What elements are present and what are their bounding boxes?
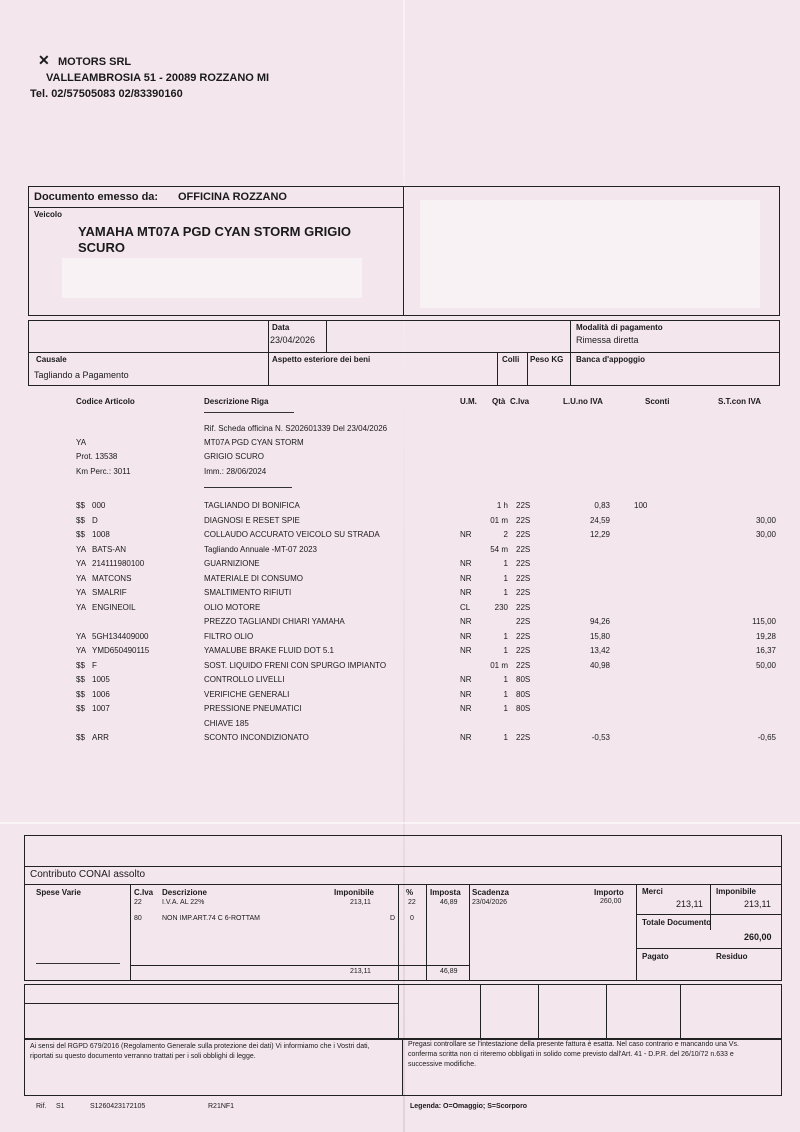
item-description: CONTROLLO LIVELLI — [204, 675, 285, 684]
vehicle-line-1: YAMAHA MT07A PGD CYAN STORM GRIGIO — [78, 224, 352, 239]
item-vat-code: 22S — [516, 602, 531, 612]
colli-label: Colli — [502, 355, 520, 364]
item-prefix: YA — [76, 588, 87, 597]
item-vat-code: 22S — [516, 617, 531, 626]
item-qty: 1 — [503, 646, 508, 655]
company-name: MOTORS SRL — [58, 56, 132, 68]
item-prefix: YA — [76, 559, 87, 568]
item-um: NR — [460, 733, 472, 742]
item-prefix: YA — [76, 602, 87, 612]
weight-label: Peso KG — [530, 355, 564, 364]
percent-label: % — [406, 888, 414, 897]
document-info-box — [28, 320, 780, 386]
item-prefix: $$ — [76, 501, 85, 510]
vat-code-label: C.Iva — [134, 888, 154, 897]
vehicle-label: Veicolo — [34, 210, 63, 219]
item-total: 16,37 — [755, 646, 776, 655]
item-vat-code: 22S — [516, 573, 531, 583]
date-value: 23/04/2026 — [270, 335, 316, 345]
item-um: NR — [460, 689, 472, 699]
item-code: 000 — [92, 501, 106, 510]
item-vat-code: 22S — [516, 646, 531, 655]
item-vat-code: 22S — [516, 515, 531, 525]
date-label: Data — [272, 323, 290, 332]
table-row — [0, 675, 800, 689]
due-date-value: 23/04/2026 — [472, 899, 508, 906]
table-row — [0, 646, 800, 660]
item-total: -0,65 — [757, 733, 776, 742]
item-code: 1006 — [92, 689, 110, 699]
vat-row-2-desc: NON IMP.ART.74 C 6-ROTTAM — [162, 915, 261, 922]
vat-row-1-taxable: 213,11 — [350, 899, 371, 906]
taxable-total-value: 213,11 — [744, 899, 771, 909]
col-um-header: U.M. — [460, 397, 477, 406]
payment-value: Rimessa diretta — [576, 335, 639, 345]
reference-line — [0, 424, 800, 438]
item-description: CHIAVE 185 — [204, 718, 249, 728]
causale-value: Tagliando a Pagamento — [34, 370, 129, 380]
vat-description-label: Descrizione — [162, 888, 207, 897]
item-description: GUARNIZIONE — [204, 559, 260, 568]
item-total: 30,00 — [755, 515, 776, 525]
item-description: DIAGNOSI E RESET SPIE — [204, 515, 300, 525]
col-code-header: Codice Articolo — [76, 397, 135, 406]
vat-row-1-percent: 22 — [408, 899, 416, 906]
company-logo-mark: ✕ — [38, 52, 50, 68]
item-qty: 01 m — [490, 660, 508, 670]
item-total: 50,00 — [755, 660, 776, 670]
item-prefix: $$ — [76, 660, 85, 670]
item-code: MATCONS — [92, 573, 132, 583]
reference-line — [0, 452, 800, 466]
bank-label: Banca d'appoggio — [576, 355, 646, 364]
item-code: 1005 — [92, 675, 110, 684]
item-prefix: YA — [76, 544, 87, 554]
item-um: CL — [460, 602, 471, 612]
item-prefix: YA — [76, 646, 87, 655]
vat-row-2-code-letter: D — [390, 915, 396, 922]
goods-label: Merci — [642, 887, 663, 896]
item-description: Tagliando Annuale -MT-07 2023 — [204, 544, 317, 554]
item-prefix: YA — [76, 573, 87, 583]
company-phone: Tel. 02/57505083 02/83390160 — [30, 88, 183, 100]
reference-line-desc: GRIGIO SCURO — [204, 452, 265, 461]
table-row — [0, 704, 800, 718]
conai-note: Contributo CONAI assolto — [30, 869, 146, 880]
paper-fold — [0, 822, 800, 824]
table-row — [0, 516, 800, 530]
item-description: OLIO MOTORE — [204, 602, 261, 612]
item-description: SMALTIMENTO RIFIUTI — [204, 588, 292, 597]
item-um: NR — [460, 646, 472, 655]
item-vat-code: 22S — [516, 501, 531, 510]
item-prefix: $$ — [76, 704, 85, 713]
table-row — [0, 690, 800, 704]
item-total: 19,28 — [755, 631, 776, 641]
table-row — [0, 719, 800, 733]
table-row — [0, 617, 800, 631]
item-code: 1007 — [92, 704, 110, 713]
issued-by-label: Documento emesso da: — [34, 191, 159, 203]
sum-taxable: 213,11 — [350, 968, 371, 975]
item-qty: 1 — [503, 631, 508, 641]
redacted-area — [420, 200, 760, 308]
item-description: PREZZO TAGLIANDI CHIARI YAMAHA — [204, 617, 345, 626]
company-address: VALLEAMBROSIA 51 - 20089 ROZZANO MI — [46, 72, 270, 84]
item-unit-price: 94,26 — [589, 617, 610, 626]
item-code: ENGINEOIL — [92, 602, 136, 612]
table-row — [0, 661, 800, 675]
reference-line — [0, 438, 800, 452]
item-qty: 1 — [503, 573, 508, 583]
item-description: MATERIALE DI CONSUMO — [204, 573, 303, 583]
item-unit-price: 40,98 — [589, 660, 610, 670]
item-vat-code: 80S — [516, 689, 531, 699]
item-code: F — [92, 660, 97, 670]
vat-row-2-code: 80 — [134, 915, 142, 922]
redacted-area — [62, 258, 362, 298]
item-qty: 1 — [503, 675, 508, 684]
item-prefix: $$ — [76, 530, 85, 539]
item-vat-code: 22S — [516, 631, 531, 641]
item-total: 30,00 — [755, 530, 776, 539]
reference-line-desc: Rif. Scheda officina N. S202601339 Del 23/04/2026 — [204, 424, 388, 433]
remaining-label: Residuo — [716, 952, 748, 961]
table-row — [0, 733, 800, 747]
item-um: NR — [460, 617, 472, 626]
misc-expenses-label: Spese Varie — [36, 888, 81, 897]
item-qty: 230 — [494, 602, 508, 612]
item-code: ARR — [92, 733, 109, 742]
table-row — [0, 545, 800, 559]
legend: Legenda: O=Omaggio; S=Scorporo — [410, 1103, 528, 1110]
reference-line-code: YA — [76, 438, 87, 447]
vat-row-2-percent: 0 — [410, 915, 414, 922]
item-um: NR — [460, 530, 472, 539]
item-um: NR — [460, 573, 472, 583]
taxable-total-label: Imponibile — [716, 887, 756, 896]
item-qty: 54 m — [490, 544, 508, 554]
table-row — [0, 603, 800, 617]
document-code: R21NF1 — [208, 1103, 235, 1110]
document-total-value: 260,00 — [744, 932, 772, 942]
item-description: SOST. LIQUIDO FRENI CON SPURGO IMPIANTO — [204, 660, 387, 670]
item-prefix: $$ — [76, 733, 85, 742]
table-row — [0, 559, 800, 573]
amount-label: Importo — [594, 888, 624, 897]
item-description: VERIFICHE GENERALI — [204, 689, 290, 699]
item-description: TAGLIANDO DI BONIFICA — [204, 501, 300, 510]
reference-line-desc: Imm.: 28/06/2024 — [204, 467, 267, 476]
item-qty: 2 — [503, 530, 508, 539]
item-code: BATS-AN — [92, 544, 127, 554]
vehicle-line-2: SCURO — [78, 240, 125, 255]
item-discount: 100 — [634, 501, 648, 510]
item-qty: 1 — [503, 733, 508, 742]
document-number: S1260423172105 — [90, 1103, 146, 1110]
item-vat-code: 80S — [516, 704, 531, 713]
item-vat-code: 22S — [516, 733, 531, 742]
col-vat-header: C.Iva — [510, 397, 530, 406]
table-row — [0, 632, 800, 646]
item-qty: 1 — [503, 704, 508, 713]
item-code: 214111980100 — [92, 559, 145, 568]
payment-label: Modalità di pagamento — [576, 323, 663, 332]
item-vat-code: 22S — [516, 559, 531, 568]
item-qty: 01 m — [490, 515, 508, 525]
reference-line-code: Km Perc.: 3011 — [76, 467, 131, 476]
item-unit-price: 24,59 — [589, 515, 610, 525]
item-prefix: $$ — [76, 675, 85, 684]
amount-value: 260,00 — [600, 898, 622, 905]
item-um: NR — [460, 631, 472, 641]
paid-label: Pagato — [642, 952, 669, 961]
due-date-label: Scadenza — [472, 888, 509, 897]
item-description: YAMALUBE BRAKE FLUID DOT 5.1 — [204, 646, 334, 655]
item-unit-price: 0,83 — [594, 501, 610, 510]
item-prefix: $$ — [76, 689, 85, 699]
item-unit-price: 15,80 — [589, 631, 610, 641]
item-code: YMD650490115 — [92, 646, 150, 655]
item-description: PRESSIONE PNEUMATICI — [204, 704, 302, 713]
item-total: 115,00 — [752, 617, 776, 626]
item-vat-code: 22S — [516, 530, 531, 539]
invoice-check-notice: Pregasi controllare se l'intestazione della presente fattura è esatta. Nel caso contrario e mancando una Vs. conferma scritta non ci riteremo obbligati in solido come previsto dall'Art. 41 - D.P.R. del 26/10/72 n.633 e successive modifiche. — [408, 1041, 739, 1068]
vat-row-1-desc: I.V.A. AL 22% — [162, 899, 205, 906]
item-um: NR — [460, 675, 472, 684]
signature-box — [24, 984, 782, 1040]
appearance-label: Aspetto esteriore dei beni — [272, 355, 371, 364]
reference-line — [0, 467, 800, 481]
item-code: SMALRIF — [92, 588, 127, 597]
item-description: COLLAUDO ACCURATO VEICOLO SU STRADA — [204, 530, 380, 539]
table-row — [0, 501, 800, 515]
col-discount-header: Sconti — [645, 397, 670, 406]
document-total-label: Totale Documento — [642, 918, 712, 927]
item-um: NR — [460, 704, 472, 713]
col-qty-header: Qtà — [492, 397, 506, 406]
item-qty: 1 — [503, 588, 508, 597]
item-um: NR — [460, 588, 472, 597]
item-description: SCONTO INCONDIZIONATO — [204, 733, 309, 742]
item-code: 1008 — [92, 530, 110, 539]
taxable-label: Imponibile — [334, 888, 374, 897]
item-vat-code: 80S — [516, 675, 531, 684]
item-qty: 1 — [503, 559, 508, 568]
table-row — [0, 574, 800, 588]
col-total-header: S.T.con IVA — [718, 397, 761, 406]
item-code: 5GH134409000 — [92, 631, 149, 641]
item-unit-price: -0,53 — [591, 733, 610, 742]
table-row — [0, 588, 800, 602]
reference-line-desc: MT07A PGD CYAN STORM — [204, 438, 304, 447]
tax-label: Imposta — [430, 888, 461, 897]
item-vat-code: 22S — [516, 544, 531, 554]
vat-row-1-code: 22 — [134, 899, 142, 906]
issued-by-value: OFFICINA ROZZANO — [178, 191, 287, 203]
reference-value: S1 — [56, 1103, 65, 1110]
reference-line-code: Prot. 13538 — [76, 452, 118, 461]
item-um: NR — [460, 559, 472, 568]
item-vat-code: 22S — [516, 660, 531, 670]
table-row — [0, 530, 800, 544]
goods-value: 213,11 — [676, 899, 703, 909]
vat-row-1-tax: 46,89 — [440, 899, 458, 906]
sum-tax: 46,89 — [440, 968, 458, 975]
item-prefix: YA — [76, 631, 87, 641]
col-unit-price-header: L.U.no IVA — [563, 397, 603, 406]
item-code: D — [92, 515, 98, 525]
item-prefix: $$ — [76, 515, 85, 525]
item-qty: 1 h — [496, 501, 508, 510]
privacy-notice: Ai sensi del RGPD 679/2016 (Regolamento Generale sulla protezione dei dati) Vi informiamo che i Vostri dati, riportati su questo documento verranno trattati per i soli obblighi di legge. — [30, 1043, 370, 1060]
item-unit-price: 13,42 — [589, 646, 610, 655]
item-qty: 1 — [503, 689, 508, 699]
causale-label: Causale — [36, 355, 67, 364]
item-vat-code: 22S — [516, 588, 531, 597]
reference-label: Rif. — [36, 1103, 47, 1110]
item-description: FILTRO OLIO — [204, 631, 254, 641]
item-unit-price: 12,29 — [589, 530, 610, 539]
col-description-header: Descrizione Riga — [204, 397, 269, 406]
